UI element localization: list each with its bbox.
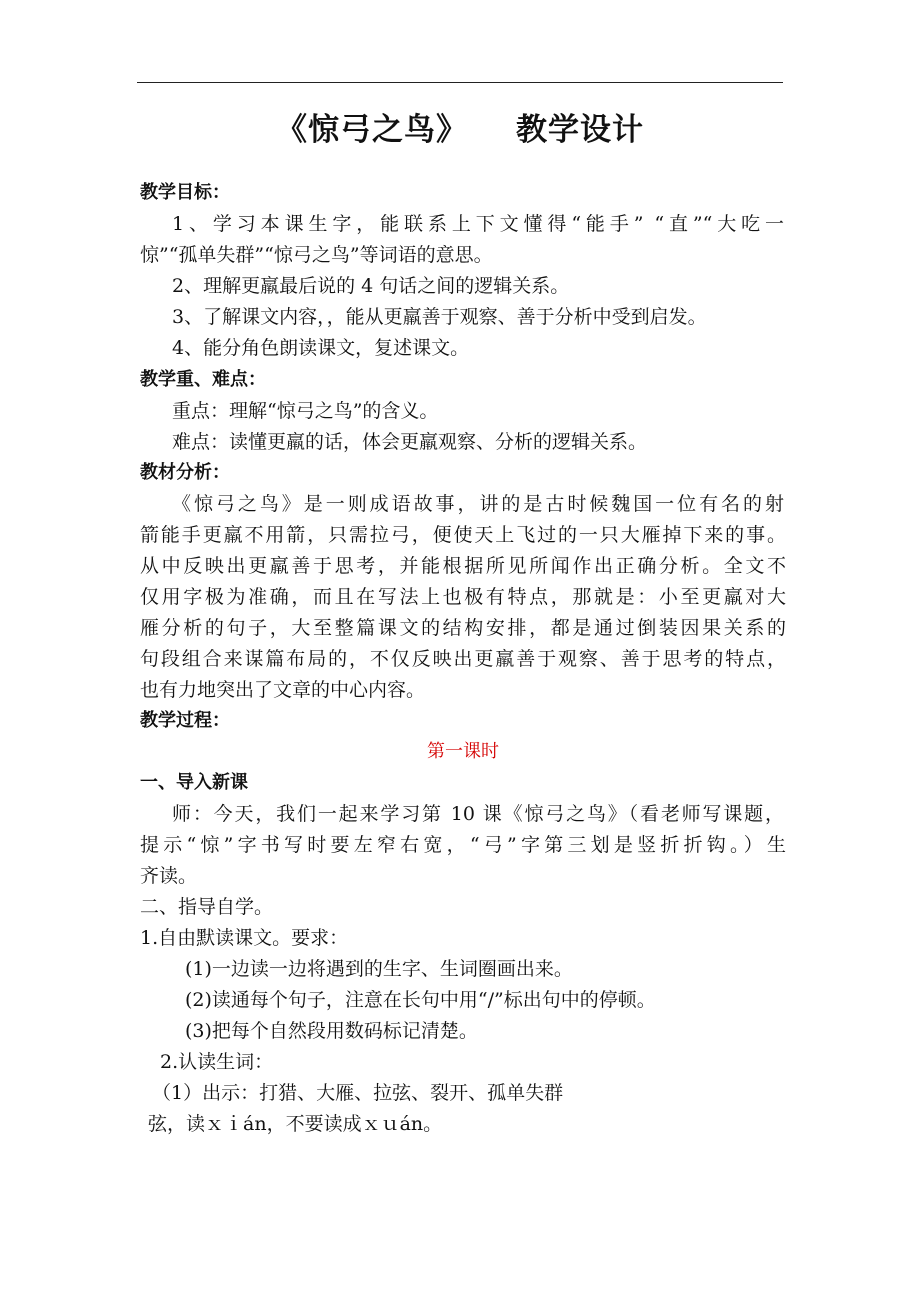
goal-2: 2、理解更羸最后说的 4 句话之间的逻辑关系。 <box>172 275 570 297</box>
analysis-line: 句段组合来谋篇布局的，不仅反映出更羸善于观察、善于思考的特点， <box>140 648 786 670</box>
lesson-label: 第一课时 <box>427 741 499 762</box>
goal-4: 4、能分角色朗读课文，复述课文。 <box>172 337 470 359</box>
title-suffix: 教学设计 <box>516 112 644 148</box>
header-rule <box>137 82 783 83</box>
goal-3: 3、了解课文内容，，能从更羸善于观察、善于分析中受到启发。 <box>172 306 707 328</box>
key-points-heading: 教学重、难点： <box>140 369 266 390</box>
teacher-line: 齐读。 <box>140 865 198 887</box>
title-book-name: 《惊弓之鸟》 <box>276 112 468 148</box>
requirement-3: (3)把每个自然段用数码标记清楚。 <box>185 1020 478 1042</box>
requirement-1: (1)一边读一边将遇到的生字、生词圈画出来。 <box>185 958 573 980</box>
teacher-line: 提示“惊”字书写时要左窄右宽，“弓”字第三划是竖折折钩。）生 <box>140 834 786 856</box>
key-point: 重点：理解“惊弓之鸟”的含义。 <box>172 400 439 422</box>
step-2-item-2: 2.认读生词： <box>160 1051 274 1073</box>
goals-heading: 教学目标： <box>140 182 230 203</box>
analysis-line: 箭能手更羸不用箭，只需拉弓，便使天上飞过的一只大雁掉下来的事。 <box>140 524 786 546</box>
requirement-2: (2)读通每个句子，注意在长句中用“/”标出句中的停顿。 <box>185 989 656 1011</box>
pronunciation-note: 弦，读ｘｉán，不要读成ｘｕán。 <box>148 1113 443 1135</box>
goal-1-line-2: 惊”“孤单失群”“惊弓之鸟”等词语的意思。 <box>140 244 493 266</box>
difficult-point: 难点：读懂更羸的话，体会更羸观察、分析的逻辑关系。 <box>172 431 648 453</box>
step-1-heading: 一、导入新课 <box>140 772 248 793</box>
analysis-line: 也有力地突出了文章的中心内容。 <box>140 679 426 701</box>
analysis-line: 《惊弓之鸟》是一则成语故事，讲的是古时候魏国一位有名的射 <box>172 493 784 515</box>
page-title <box>137 104 783 149</box>
step-2-item-1: 1.自由默读课文。要求： <box>140 927 349 949</box>
analysis-heading: 教材分析： <box>140 462 230 483</box>
show-words: （1）出示：打猎、大雁、拉弦、裂开、孤单失群 <box>152 1082 564 1104</box>
goal-1-line-1: 1、学习本课生字，能联系上下文懂得“能手” “直”“大吃一 <box>172 213 784 235</box>
teacher-line: 师：今天，我们一起来学习第 10 课《惊弓之鸟》（看老师写课题， <box>172 803 784 825</box>
analysis-line: 雁分析的句子，大至整篇课文的结构安排，都是通过倒装因果关系的 <box>140 617 786 639</box>
step-2-heading: 二、指导自学。 <box>140 896 274 918</box>
analysis-line: 从中反映出更羸善于思考，并能根据所见所闻作出正确分析。全文不 <box>140 555 786 577</box>
analysis-line: 仅用字极为准确，而且在写法上也极有特点，那就是：小至更羸对大 <box>140 586 786 608</box>
process-heading: 教学过程： <box>140 710 230 731</box>
